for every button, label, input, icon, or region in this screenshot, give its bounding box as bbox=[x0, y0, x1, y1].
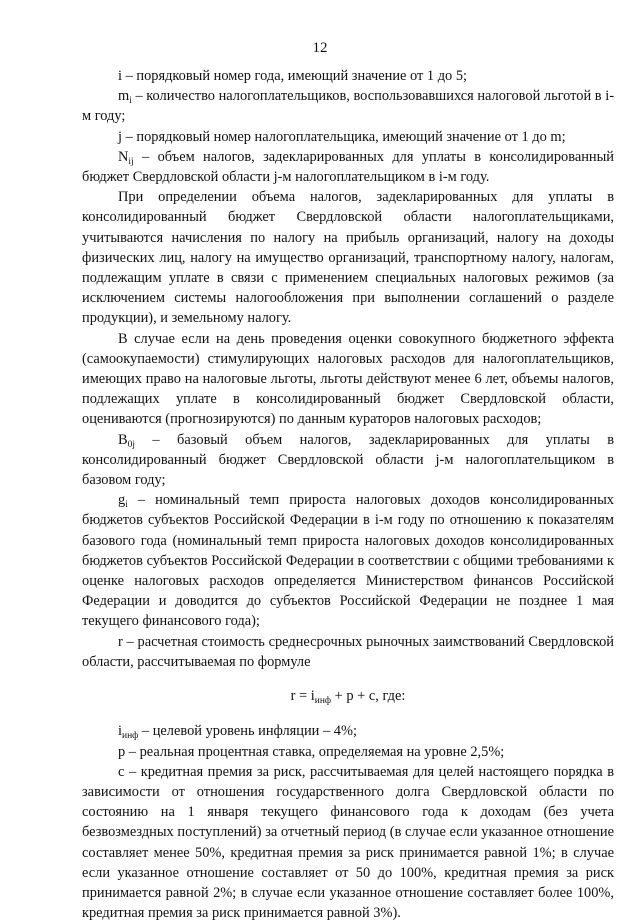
page-number: 12 bbox=[312, 40, 328, 56]
symbol: B bbox=[118, 431, 128, 448]
formula-subscript: инф bbox=[314, 696, 332, 707]
definition-text: – порядковый номер года, имеющий значение от 1 до 5; bbox=[122, 68, 468, 84]
definition-text: – базовый объем налогов, задекларированных для уплаты в консолидированный бюджет Свердловской области j-м налогоплательщиком в базовом году; bbox=[82, 431, 614, 489]
definition-b0j bbox=[82, 430, 614, 491]
definition-text: – порядковый номер налогоплательщика, имеющий значение от 1 до m; bbox=[122, 128, 566, 145]
symbol: i bbox=[118, 723, 122, 740]
formula-right: + p + c, где: bbox=[331, 688, 406, 705]
paragraph-forecast: В случае если на день проведения оценки совокупного бюджетного эффекта (самоокупаемости) стимулирующих налоговых расходов для налогоплательщиков, имеющих право на налоговые льготы, льготы действуют менее 6 лет, объемы налогов, подлежащих уплате в консолидированный бюджет Свердловской области, оцениваются (прогнозируются) по данным кураторов налоговых расходов; bbox=[82, 330, 614, 428]
symbol: r bbox=[118, 633, 123, 650]
definition-gi bbox=[82, 490, 614, 631]
definition-p bbox=[82, 742, 614, 762]
definition-text: – целевой уровень инфляции – 4%; bbox=[138, 723, 357, 740]
definition-text: – реальная процентная ставка, определяемая на уровне 2,5%; bbox=[125, 743, 505, 760]
symbol: m bbox=[118, 88, 130, 105]
definition-text: – объем налогов, задекларированных для уплаты в консолидированный бюджет Свердловской области j-м налогоплательщиком в i-м году. bbox=[82, 148, 614, 186]
symbol-subscript: ij bbox=[128, 156, 134, 167]
definition-nij bbox=[82, 147, 614, 187]
definition-iinf bbox=[82, 721, 614, 741]
symbol-subscript: i bbox=[129, 96, 132, 107]
symbol: p bbox=[118, 743, 126, 760]
symbol: c bbox=[118, 763, 125, 780]
symbol: g bbox=[118, 492, 126, 509]
page-body bbox=[82, 66, 614, 923]
definition-text: – расчетная стоимость среднесрочных рыночных заимствований Свердловской области, рассчитываемая по формуле bbox=[82, 633, 614, 670]
symbol: N bbox=[118, 148, 129, 165]
symbol-subscript: i bbox=[125, 500, 128, 511]
symbol-subscript: 0j bbox=[127, 439, 135, 450]
formula bbox=[82, 686, 614, 706]
symbol: i bbox=[118, 68, 122, 84]
paragraph-tax-volume: При определении объема налогов, задекларированных для уплаты в консолидированный бюджет Свердловской области налогоплательщиками, учитываются начисления по налогу на прибыль организаций, налогу на доходы физических лиц, налогу на имущество организаций, транспортному налогу, налогам, подлежащим уплате в связи с применением специальных налоговых режимов (за исключением системы налогообложения при выполнении соглашений о разделе продукции), и земельному налогу. bbox=[82, 189, 614, 327]
definition-c bbox=[82, 762, 614, 923]
definition-i bbox=[82, 66, 614, 86]
definition-text: – количество налогоплательщиков, воспользовавшихся налоговой льготой в i-м году; bbox=[82, 88, 614, 125]
definition-text: – номинальный темп прироста налоговых доходов консолидированных бюджетов субъектов Российской Федерации в i-м году по отношению к показателям базового года (номинальный темп прироста налоговых доходов консолидированных бюджетов субъектов Российской Федерации в соответствии с общими требованиями к оценке налоговых расходов определяется Министерством финансов Российской Федерации и доводится до субъектов Российской Федерации не позднее 1 мая текущего финансового года); bbox=[82, 492, 614, 630]
formula-left: r = i bbox=[290, 688, 315, 705]
symbol-subscript: инф bbox=[122, 731, 139, 742]
definition-mi bbox=[82, 86, 614, 126]
definition-text: – кредитная премия за риск, рассчитываемая для целей настоящего порядка в зависимости от отношения государственного долга Свердловской области по состоянию на 1 января текущего финансового года к доходам (без учета безвозмездных поступлений) за отчетный период (в случае если указанное отношение составляет менее 50%, кредитная премия за риск принимается равной 1%; в случае если указанное отношение составляет от 50 до 100%, кредитная премия за риск принимается равной 2%; в случае если указанное отношение составляет более 100%, кредитная премия за риск принимается равной 3%). bbox=[82, 763, 614, 922]
definition-j bbox=[82, 127, 614, 147]
symbol: j bbox=[118, 128, 122, 145]
definition-r bbox=[82, 632, 614, 672]
